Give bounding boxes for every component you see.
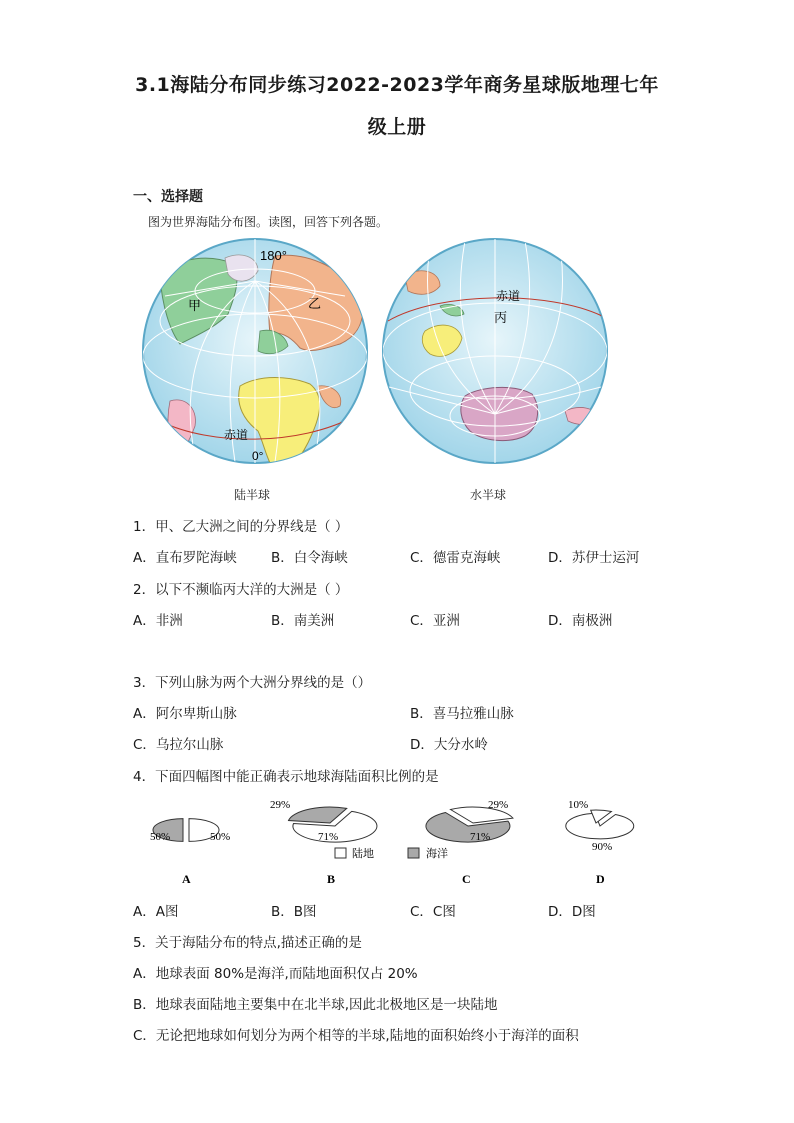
q3-option-c: C．乌拉尔山脉 — [133, 737, 224, 753]
q4-option-b: B．B图 — [271, 904, 317, 920]
q2-option-a: A．非洲 — [133, 613, 183, 629]
page-title-line1: 3.1海陆分布同步练习2022-2023学年商务星球版地理七年 — [135, 74, 659, 96]
q3-option-b: B．喜马拉雅山脉 — [410, 706, 514, 722]
pie-d-label-bottom: 90% — [592, 841, 613, 853]
label-equator-right: 赤道 — [496, 289, 521, 303]
question-2-stem: 2．以下不濒临丙大洋的大洲是（ ） — [133, 582, 349, 598]
q1-option-a: A．直布罗陀海峡 — [133, 550, 237, 566]
q2-option-b: B．南美洲 — [271, 613, 335, 629]
pie-c-letter: C — [462, 872, 471, 886]
pie-d-label-top: 10% — [568, 799, 589, 811]
legend-ocean-label: 海洋 — [426, 848, 448, 860]
label-equator-left: 赤道 — [224, 428, 249, 442]
pie-a-label-left: 50% — [150, 831, 171, 843]
question-5-stem: 5．关于海陆分布的特点,描述正确的是 — [133, 935, 362, 951]
legend-ocean-swatch — [408, 848, 419, 858]
caption-water-hemisphere: 水半球 — [470, 488, 507, 502]
q1-option-b: B．白令海峡 — [271, 550, 348, 566]
section-heading: 一、选择题 — [133, 189, 203, 205]
pie-b — [270, 799, 377, 886]
q5-option-b: B．地球表面陆地主要集中在北半球,因此北极地区是一块陆地 — [133, 997, 498, 1013]
q4-option-c: C．C图 — [410, 904, 456, 920]
label-jia: 甲 — [188, 299, 202, 314]
q5-option-a: A．地球表面 80%是海洋,而陆地面积仅占 20% — [133, 966, 418, 982]
pie-a-label-right: 50% — [210, 831, 231, 843]
pie-c — [426, 799, 513, 886]
label-bing: 丙 — [494, 311, 508, 326]
question-4-stem: 4．下面四幅图中能正确表示地球海陆面积比例的是 — [133, 769, 439, 785]
label-0-degree: 0° — [252, 449, 264, 463]
q4-option-a: A．A图 — [133, 904, 179, 920]
q3-option-d: D．大分水岭 — [410, 737, 488, 753]
pie-a — [150, 819, 230, 886]
question-1-stem: 1．甲、乙大洲之间的分界线是（ ） — [133, 519, 349, 535]
pie-b-ocean-slice — [289, 807, 347, 823]
pie-b-label-bottom: 71% — [318, 831, 339, 843]
q3-option-a: A．阿尔卑斯山脉 — [133, 706, 237, 722]
q5-option-c: C．无论把地球如何划分为两个相等的半球,陆地的面积始终小于海洋的面积 — [133, 1028, 579, 1044]
land-ocean-ratio-figure — [130, 790, 650, 894]
legend-land-label: 陆地 — [352, 848, 374, 860]
pie-d-letter: D — [596, 872, 605, 886]
pie-a-letter: A — [182, 872, 191, 886]
land-hemisphere-globe — [143, 239, 367, 476]
q2-option-c: C．亚洲 — [410, 613, 460, 629]
legend-land-swatch — [335, 848, 346, 858]
pie-b-label-top: 29% — [270, 799, 291, 811]
q2-option-d: D．南极洲 — [548, 613, 613, 629]
hemisphere-map-figure — [140, 236, 620, 515]
figure-intro: 图为世界海陆分布图。读图，回答下列各题。 — [148, 215, 389, 229]
pie-c-label-bottom: 71% — [470, 831, 491, 843]
q4-option-d: D．D图 — [548, 904, 596, 920]
water-hemisphere-globe — [383, 239, 607, 463]
hemisphere-map — [140, 236, 620, 511]
q1-option-c: C．德雷克海峡 — [410, 550, 501, 566]
q1-option-d: D．苏伊士运河 — [548, 550, 640, 566]
pie-legend — [335, 846, 448, 860]
caption-land-hemisphere: 陆半球 — [234, 488, 271, 502]
pie-b-letter: B — [327, 872, 336, 886]
pie-d — [566, 799, 634, 886]
page-title-line2: 级上册 — [367, 116, 427, 138]
question-3-stem: 3．下列山脉为两个大洲分界线的是（） — [133, 675, 372, 691]
label-yi: 乙 — [308, 297, 322, 312]
pie-charts — [130, 790, 650, 890]
label-180: 180° — [260, 248, 287, 263]
pie-c-label-top: 29% — [488, 799, 509, 811]
